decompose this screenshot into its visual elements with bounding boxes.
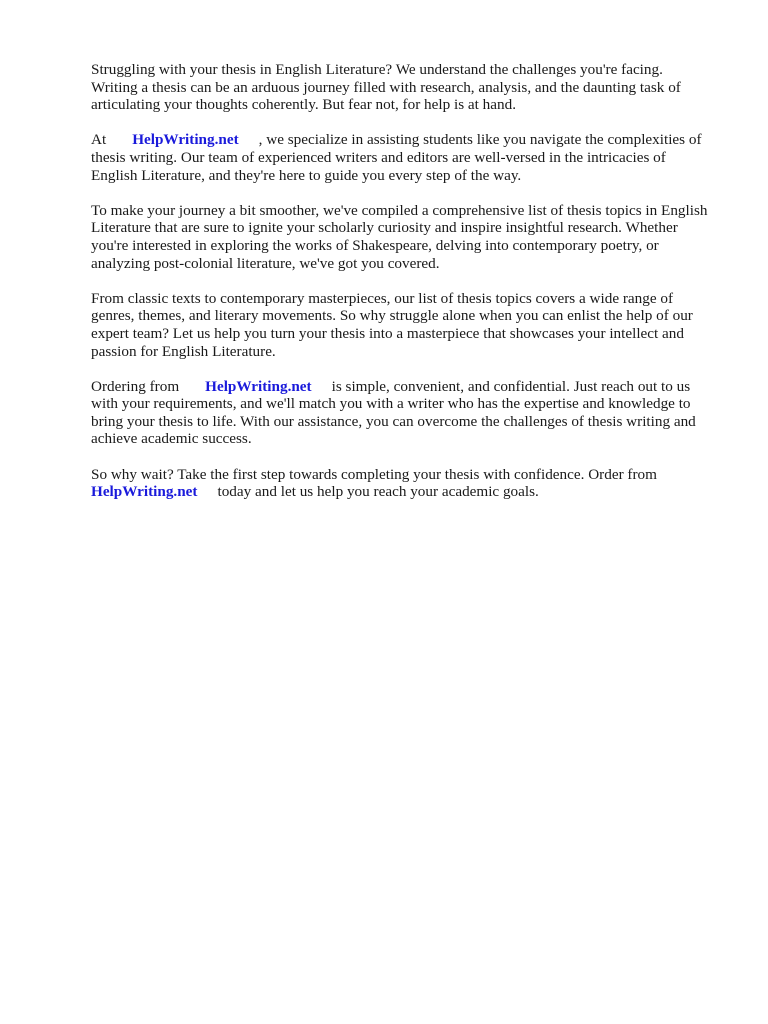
text-line (91, 131, 731, 149)
text-line (91, 483, 731, 501)
trail-text: is simple, convenient, and confidential. Just reach out to us (331, 377, 691, 395)
paragraph-ordering (91, 378, 731, 448)
paragraph-about (91, 131, 731, 184)
text-line: achieve academic success. (91, 430, 252, 448)
helpwriting-link[interactable]: HelpWriting.net (205, 377, 312, 395)
text-line: passion for English Literature. (91, 342, 276, 360)
trail-text: today and let us help you reach your academic goals. (217, 483, 539, 501)
text-line: thesis writing. Our team of experienced writers and editors are well-versed in the intricacies of (91, 148, 666, 166)
document-body (91, 61, 731, 518)
text-line: articulating your thoughts coherently. But fear not, for help is at hand. (91, 96, 516, 114)
helpwriting-link[interactable]: HelpWriting.net (91, 483, 198, 501)
text-line: From classic texts to contemporary masterpieces, our list of thesis topics covers a wide range of (91, 289, 674, 307)
trail-text: , we specialize in assisting students like you navigate the complexities of (258, 131, 702, 149)
text-line: expert team? Let us help you turn your thesis into a masterpiece that showcases your intellect and (91, 324, 684, 342)
text-line: Literature that are sure to ignite your scholarly curiosity and inspire insightful research. Whether (91, 219, 678, 237)
text-line: you're interested in exploring the works of Shakespeare, delving into contemporary poetry, or (91, 236, 659, 254)
text-line: with your requirements, and we'll match you with a writer who has the expertise and knowledge to (91, 395, 691, 413)
paragraph-topics (91, 202, 731, 272)
text-line: genres, themes, and literary movements. So why struggle alone when you can enlist the help of our (91, 307, 693, 325)
text-line (91, 378, 731, 396)
text-line: To make your journey a bit smoother, we've compiled a comprehensive list of thesis topics in English (91, 201, 708, 219)
paragraph-range (91, 290, 731, 360)
text-line: analyzing post-colonial literature, we've got you covered. (91, 254, 440, 272)
text-line: bring your thesis to life. With our assistance, you can overcome the challenges of thesis writing and (91, 412, 696, 430)
paragraph-intro (91, 61, 731, 114)
text-line: Struggling with your thesis in English Literature? We understand the challenges you're facing. (91, 61, 663, 78)
lead-text: At (91, 131, 107, 149)
lead-text: Ordering from (91, 377, 180, 395)
text-line: So why wait? Take the first step towards completing your thesis with confidence. Order from (91, 465, 657, 483)
text-line: English Literature, and they're here to guide you every step of the way. (91, 166, 522, 184)
paragraph-cta (91, 466, 731, 501)
text-line: Writing a thesis can be an arduous journey filled with research, analysis, and the daunting task of (91, 78, 681, 96)
helpwriting-link[interactable]: HelpWriting.net (132, 131, 239, 149)
